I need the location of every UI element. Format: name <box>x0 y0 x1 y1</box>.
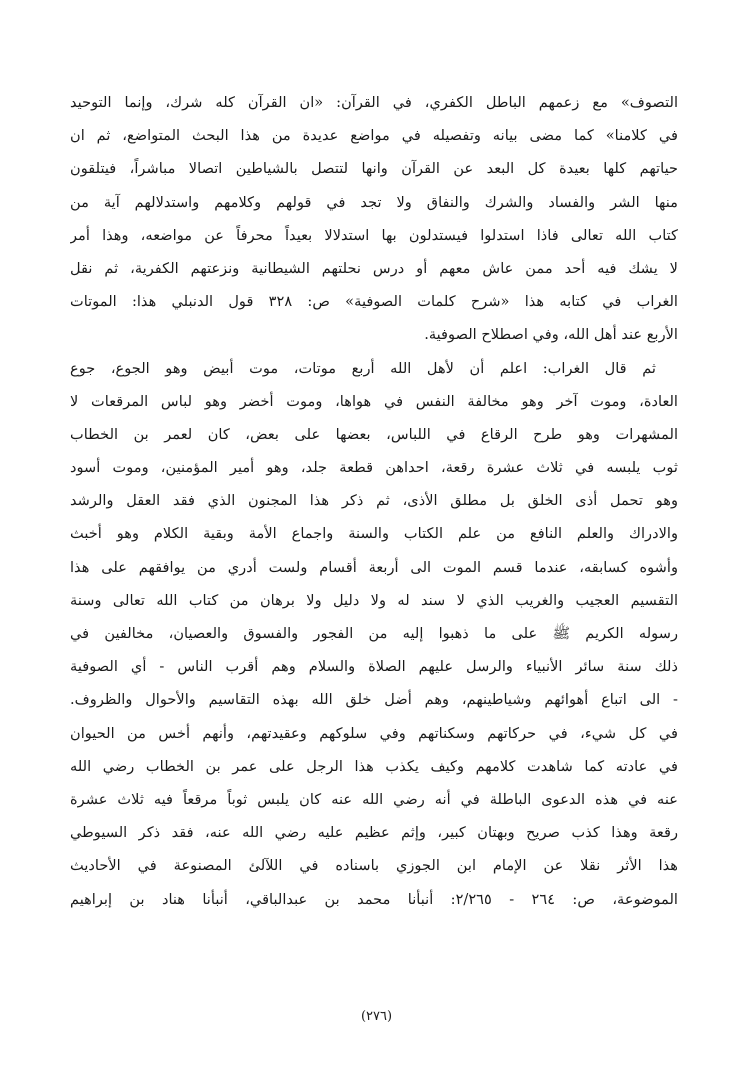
text-line: وهو تحمل أذى الخلق بل مطلق الأذى، ثم ذكر هذا المجنون الذي فقد العقل والرشد <box>70 492 678 510</box>
text-line: الغراب في كتابه هذا «شرح كلمات الصوفية» ص: ٣٢٨ قول الدنبلي هذا: الموتات <box>70 293 678 311</box>
text-line: منها الشر والفساد والشرك والنفاق ولا تجد في قولهم وكلامهم واستدلالهم آية من <box>70 193 678 211</box>
text-line: كتاب الله تعالى فاذا استدلوا فيستدلون بها استدلالا بعيداً محرفاً عن مواضعه، وهذا أمر <box>70 226 678 244</box>
text-line: - الى اتباع أهوائهم وشياطينهم، وهم أضل خلق الله بهذه التقاسيم والأحوال والظروف. <box>70 691 678 709</box>
text-line: في كل شيء، في حركاتهم وسكناتهم وفي سلوكهم وعقيدتهم، وأنهم أخس من الحيوان <box>70 724 678 742</box>
text-line: والادراك والعلم النافع من علم الكتاب والسنة واجماع الأمة وبقية الكلام وهو أخبث <box>70 525 678 543</box>
text-line: لا يشك فيه أحد ممن عاش معهم أو درس نحلتهم الشيطانية ونزعتهم الكفرية، ثم نقل <box>70 259 678 277</box>
text-line: الأربع عند أهل الله، وفي اصطلاح الصوفية. <box>424 326 678 344</box>
text-line: التقسيم العجيب والغريب الذي لا سند له ولا دليل ولا برهان من كتاب الله تعالى وسنة <box>70 591 678 609</box>
text-line: عنه في هذه الدعوى الباطلة في أنه رضي الله عنه كان يلبس ثوباً مرقعاً فيه ثلاث عشرة <box>70 790 678 808</box>
text-line: العادة، وموت آخر وهو مخالفة النفس في هواها، وموت أخضر وهو لباس المرقعات لا <box>70 392 678 410</box>
text-line: ثم قال الغراب: اعلم أن لأهل الله أربع موتات، موت أبيض وهو الجوع، جوع <box>70 359 656 377</box>
text-line: هذا الأثر نقلا عن الإمام ابن الجوزي باسناده في اللآلئ المصنوعة في الأحاديث <box>70 857 678 875</box>
page-number: (٢٧٦) <box>360 1009 393 1024</box>
text-line: في عادته كما شاهدت كلامهم وكيف يكذب هذا الرجل على عمر بن الخطاب رضي الله <box>70 757 678 775</box>
text-line: المشهرات وهو طرح الرقاع في اللباس، بعضها على بعض، كان لعمر بن الخطاب <box>70 425 678 443</box>
body-text <box>70 86 678 916</box>
text-line: ذلك سنة سائر الأنبياء والرسل عليهم الصلاة والسلام وهم أقرب الناس - أي الصوفية <box>70 658 678 676</box>
text-line: رقعة وهذا كذب صريح وبهتان كبير، وإثم عظيم عليه رضي الله عنه، فقد ذكر السيوطي <box>70 824 678 842</box>
text-line: وأشوه كسابقه، عندما قسم الموت الى أربعة أقسام ولست أدري من يوافقهم على هذا <box>70 558 678 576</box>
text-line: في كلامنا» كما مضى بيانه وتفصيله في مواضع عديدة من هذا البحث المتواضع، ثم ان <box>70 127 678 145</box>
text-line: ثوب يلبسه في ثلاث عشرة رقعة، احداهن قطعة جلد، وهو أمير المؤمنين، وموت أسود <box>70 459 678 477</box>
text-line: التصوف» مع زعمهم الباطل الكفري، في القرآن: «ان القرآن كله شرك، وإنما التوحيد <box>70 94 678 111</box>
text-line: الموضوعة، ص: ٢٦٤ - ٢/٢٦٥: أنبأنا محمد بن عبدالباقي، أنبأنا هناد بن إبراهيم <box>70 890 678 908</box>
text-line: رسوله الكريم ﷺ على ما ذهبوا إليه من الفجور والفسوق والعصيان، مخالفين في <box>70 625 678 642</box>
text-line: حياتهم كلها بعيدة كل البعد عن القرآن وانها لتتصل بالشياطين اتصالا مباشراً، فيتلقون <box>70 160 678 178</box>
